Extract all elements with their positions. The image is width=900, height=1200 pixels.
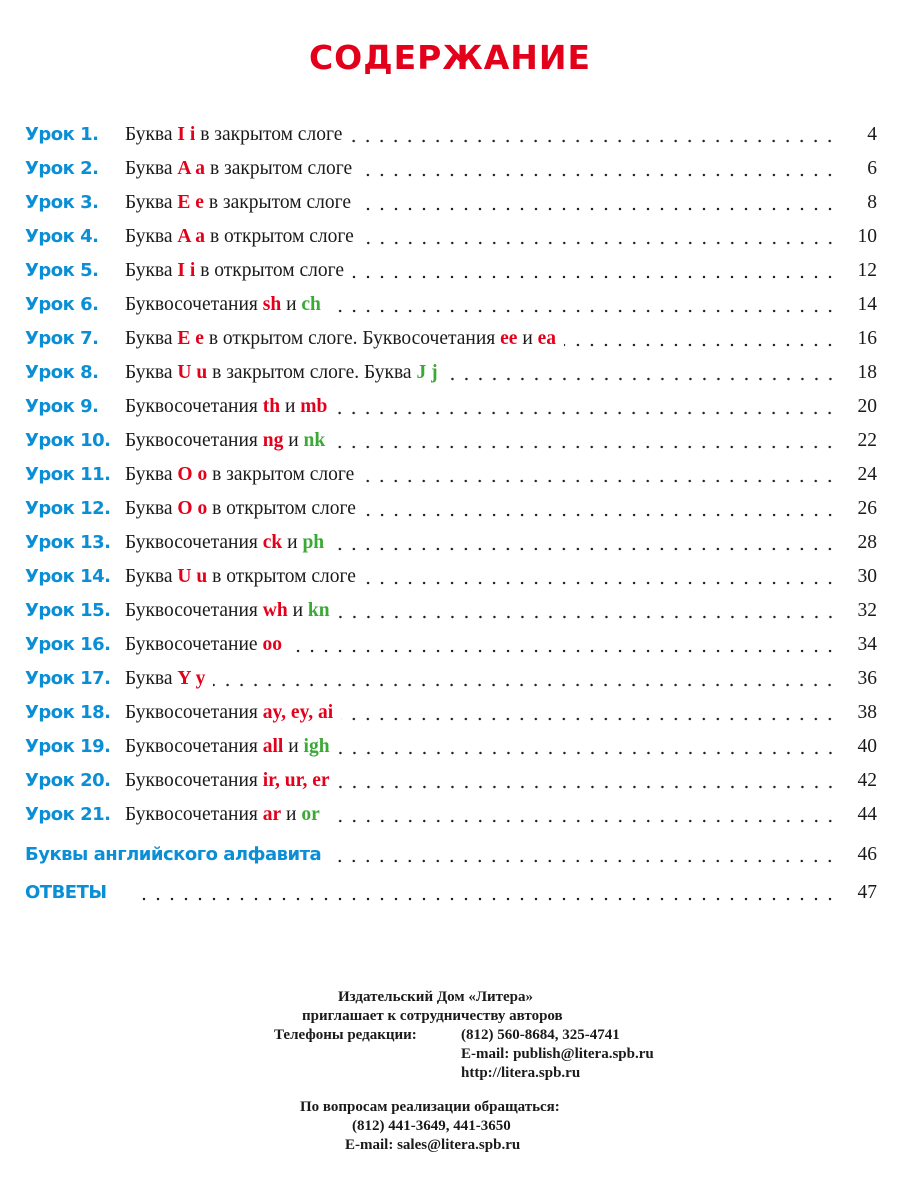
title-text: и <box>517 328 538 349</box>
toc-row-alphabet[interactable] <box>25 838 877 872</box>
dot-leader <box>564 343 837 347</box>
highlighted-letters: A a <box>177 158 206 179</box>
table-of-contents <box>25 118 877 910</box>
lesson-number: Урок 10. <box>25 430 111 451</box>
highlighted-letters: ck <box>262 532 283 553</box>
highlighted-letters: sh <box>262 294 282 315</box>
dot-leader <box>338 751 837 755</box>
lesson-number: Урок 4. <box>25 226 99 247</box>
highlighted-letters: I i <box>177 124 196 145</box>
title-text: Буква <box>125 226 178 247</box>
page-number: 14 <box>857 294 877 315</box>
dot-leader <box>332 547 837 551</box>
title-text: и <box>280 396 301 417</box>
sales-phones: (812) 441-3649, 441-3650 <box>352 1118 511 1134</box>
title-text: Буквосочетания <box>125 804 263 825</box>
dot-leader <box>341 717 837 721</box>
lesson-number: Урок 7. <box>25 328 99 349</box>
highlighted-letters: th <box>262 396 281 417</box>
highlighted-letters: ar <box>262 804 282 825</box>
page-number: 4 <box>867 124 877 145</box>
highlighted-letters: J j <box>416 362 438 383</box>
lesson-number: Урок 2. <box>25 158 99 179</box>
title-text: в открытом слоге <box>195 260 344 281</box>
dot-leader <box>352 275 837 279</box>
title-text: Буквосочетание <box>125 634 263 655</box>
lesson-title <box>125 730 330 764</box>
dot-leader <box>328 819 837 823</box>
lesson-title <box>125 662 205 696</box>
highlighted-letters: mb <box>300 396 328 417</box>
highlighted-letters: U u <box>177 566 208 587</box>
title-text: Буква <box>125 124 178 145</box>
title-text: Буква <box>125 464 178 485</box>
title-text: Буквосочетания <box>125 702 263 723</box>
phones-label: Телефоны редакции: <box>274 1027 417 1043</box>
page-number: 40 <box>857 736 877 757</box>
highlighted-letters: kn <box>307 600 330 621</box>
lesson-number: Урок 8. <box>25 362 99 383</box>
highlighted-letters: E e <box>177 328 204 349</box>
toc-row[interactable] <box>25 492 877 526</box>
dot-leader <box>338 785 837 789</box>
lesson-number: Урок 9. <box>25 396 99 417</box>
title-text: и <box>282 532 303 553</box>
dot-leader <box>359 207 837 211</box>
lesson-title <box>125 764 330 798</box>
page-number: 16 <box>857 328 877 349</box>
page-number: 32 <box>857 600 877 621</box>
dot-leader <box>213 683 837 687</box>
highlighted-letters: U u <box>177 362 208 383</box>
lesson-number: Урок 12. <box>25 498 111 519</box>
lesson-number: Урок 3. <box>25 192 99 213</box>
page-number: 28 <box>857 532 877 553</box>
lesson-title <box>125 594 330 628</box>
toc-row[interactable] <box>25 764 877 798</box>
toc-row[interactable] <box>25 254 877 288</box>
page-number: 8 <box>867 192 877 213</box>
lesson-title <box>125 356 438 390</box>
page-number: 22 <box>857 430 877 451</box>
lesson-title <box>125 322 556 356</box>
lesson-title <box>125 696 333 730</box>
highlighted-letters: E e <box>177 192 204 213</box>
page-number: 12 <box>857 260 877 281</box>
title-text: в закрытом слоге <box>203 192 351 213</box>
toc-row[interactable] <box>25 322 877 356</box>
toc-row[interactable] <box>25 390 877 424</box>
lesson-title <box>125 288 321 322</box>
toc-row[interactable] <box>25 560 877 594</box>
highlighted-letters: ng <box>262 430 284 451</box>
highlighted-letters: or <box>301 804 320 825</box>
dot-leader <box>133 897 837 901</box>
page-number: 20 <box>857 396 877 417</box>
title-text: в открытом слоге <box>205 226 354 247</box>
title-text: Буква <box>125 192 178 213</box>
page-number: 24 <box>857 464 877 485</box>
lesson-number: Урок 6. <box>25 294 99 315</box>
highlighted-letters: A a <box>177 226 206 247</box>
toc-row[interactable] <box>25 696 877 730</box>
toc-row[interactable] <box>25 798 877 832</box>
page-number: 47 <box>857 882 877 903</box>
page-number: 6 <box>867 158 877 179</box>
dot-leader <box>333 445 837 449</box>
lesson-number: Урок 18. <box>25 702 111 723</box>
lesson-title <box>125 118 342 152</box>
highlighted-letters: ph <box>302 532 325 553</box>
title-text: и <box>287 600 308 621</box>
lesson-number: Урок 5. <box>25 260 99 281</box>
sales-line: По вопросам реализации обращаться: <box>300 1099 560 1115</box>
dot-leader <box>329 859 837 863</box>
title-text: Буква <box>125 566 178 587</box>
title-text: Буквосочетания <box>125 770 263 791</box>
phones-value: (812) 560-8684, 325-4741 <box>461 1027 620 1043</box>
lesson-title <box>125 628 282 662</box>
lesson-number: Урок 17. <box>25 668 111 689</box>
highlighted-letters: all <box>262 736 284 757</box>
toc-row[interactable] <box>25 458 877 492</box>
lesson-number: Урок 16. <box>25 634 111 655</box>
dot-leader <box>364 581 837 585</box>
toc-row[interactable] <box>25 356 877 390</box>
publisher-name: Издательский Дом «Литера» <box>338 989 534 1005</box>
highlighted-letters: wh <box>262 600 288 621</box>
section-label: ОТВЕТЫ <box>25 882 107 903</box>
page-number: 10 <box>857 226 877 247</box>
page-number: 30 <box>857 566 877 587</box>
highlighted-letters: nk <box>303 430 326 451</box>
title-text: Буква <box>125 328 178 349</box>
title-text: Буквосочетания <box>125 600 263 621</box>
lesson-title <box>125 152 352 186</box>
page-number: 26 <box>857 498 877 519</box>
lesson-number: Урок 11. <box>25 464 111 485</box>
toc-row[interactable] <box>25 526 877 560</box>
toc-row[interactable] <box>25 152 877 186</box>
lesson-title <box>125 458 354 492</box>
lesson-number: Урок 19. <box>25 736 111 757</box>
title-text: в открытом слоге. Буквосочетания <box>203 328 501 349</box>
highlighted-letters: igh <box>303 736 330 757</box>
title-text: Буква <box>125 260 178 281</box>
toc-row[interactable] <box>25 662 877 696</box>
toc-row-answers[interactable] <box>25 876 877 910</box>
toc-row[interactable] <box>25 220 877 254</box>
title-text: в закрытом слоге <box>207 464 355 485</box>
dot-leader <box>335 411 837 415</box>
title-text: Буква <box>125 668 178 689</box>
highlighted-letters: ch <box>301 294 321 315</box>
dot-leader <box>290 649 837 653</box>
sales-email[interactable]: E-mail: sales@litera.spb.ru <box>345 1137 521 1153</box>
lesson-number: Урок 13. <box>25 532 111 553</box>
publisher-invite: приглашает к сотрудничеству авторов <box>302 1008 563 1024</box>
highlighted-letters: Y y <box>177 668 206 689</box>
toc-row[interactable] <box>25 594 877 628</box>
page-number: 44 <box>857 804 877 825</box>
highlighted-letters: ea <box>537 328 557 349</box>
page-number: 38 <box>857 702 877 723</box>
lesson-title <box>125 526 324 560</box>
lesson-number: Урок 21. <box>25 804 111 825</box>
dot-leader <box>362 241 837 245</box>
dot-leader <box>364 513 837 517</box>
title-text: Буква <box>125 158 178 179</box>
lesson-title <box>125 254 344 288</box>
title-text: Буква <box>125 498 178 519</box>
page-number: 36 <box>857 668 877 689</box>
title-text: и <box>283 430 304 451</box>
highlighted-letters: O o <box>177 464 208 485</box>
title-text: и <box>281 804 302 825</box>
toc-row[interactable] <box>25 628 877 662</box>
dot-leader <box>362 479 837 483</box>
lesson-title <box>125 560 356 594</box>
highlighted-letters: ir, ur, er <box>262 770 330 791</box>
title-text: Буква <box>125 362 178 383</box>
title-text: в закрытом слоге <box>205 158 353 179</box>
title-text: Буквосочетания <box>125 430 263 451</box>
page-number: 42 <box>857 770 877 791</box>
publisher-email[interactable]: E-mail: publish@litera.spb.ru <box>461 1046 654 1062</box>
toc-row[interactable] <box>25 288 877 322</box>
lesson-number: Урок 15. <box>25 600 111 621</box>
section-label: Буквы английского алфавита <box>25 844 322 865</box>
publisher-site[interactable]: http://litera.spb.ru <box>461 1065 581 1081</box>
lesson-number: Урок 1. <box>25 124 99 145</box>
lesson-title <box>125 220 354 254</box>
toc-row[interactable] <box>25 730 877 764</box>
toc-row[interactable] <box>25 186 877 220</box>
page-title: СОДЕРЖАНИЕ <box>308 38 592 77</box>
dot-leader <box>350 139 837 143</box>
toc-row[interactable] <box>25 424 877 458</box>
lesson-title <box>125 798 320 832</box>
highlighted-letters: I i <box>177 260 196 281</box>
dot-leader <box>360 173 837 177</box>
dot-leader <box>446 377 837 381</box>
lesson-title <box>125 390 327 424</box>
page-number: 18 <box>857 362 877 383</box>
title-text: и <box>283 736 304 757</box>
highlighted-letters: O o <box>177 498 208 519</box>
title-text: и <box>281 294 302 315</box>
title-text: Буквосочетания <box>125 396 263 417</box>
lesson-number: Урок 20. <box>25 770 111 791</box>
dot-leader <box>329 309 837 313</box>
lesson-number: Урок 14. <box>25 566 111 587</box>
title-text: в открытом слоге <box>207 566 356 587</box>
title-text: Буквосочетания <box>125 736 263 757</box>
title-text: Буквосочетания <box>125 532 263 553</box>
title-text: Буквосочетания <box>125 294 263 315</box>
lesson-title <box>125 186 351 220</box>
dot-leader <box>338 615 837 619</box>
page-number: 34 <box>857 634 877 655</box>
highlighted-letters: oo <box>262 634 282 655</box>
title-text: в открытом слоге <box>207 498 356 519</box>
title-text: в закрытом слоге <box>195 124 343 145</box>
highlighted-letters: ay, ey, ai <box>262 702 334 723</box>
lesson-title <box>125 492 356 526</box>
page-number: 46 <box>857 844 877 865</box>
lesson-title <box>125 424 325 458</box>
toc-row[interactable] <box>25 118 877 152</box>
highlighted-letters: ee <box>500 328 518 349</box>
title-text: в закрытом слоге. Буква <box>207 362 417 383</box>
